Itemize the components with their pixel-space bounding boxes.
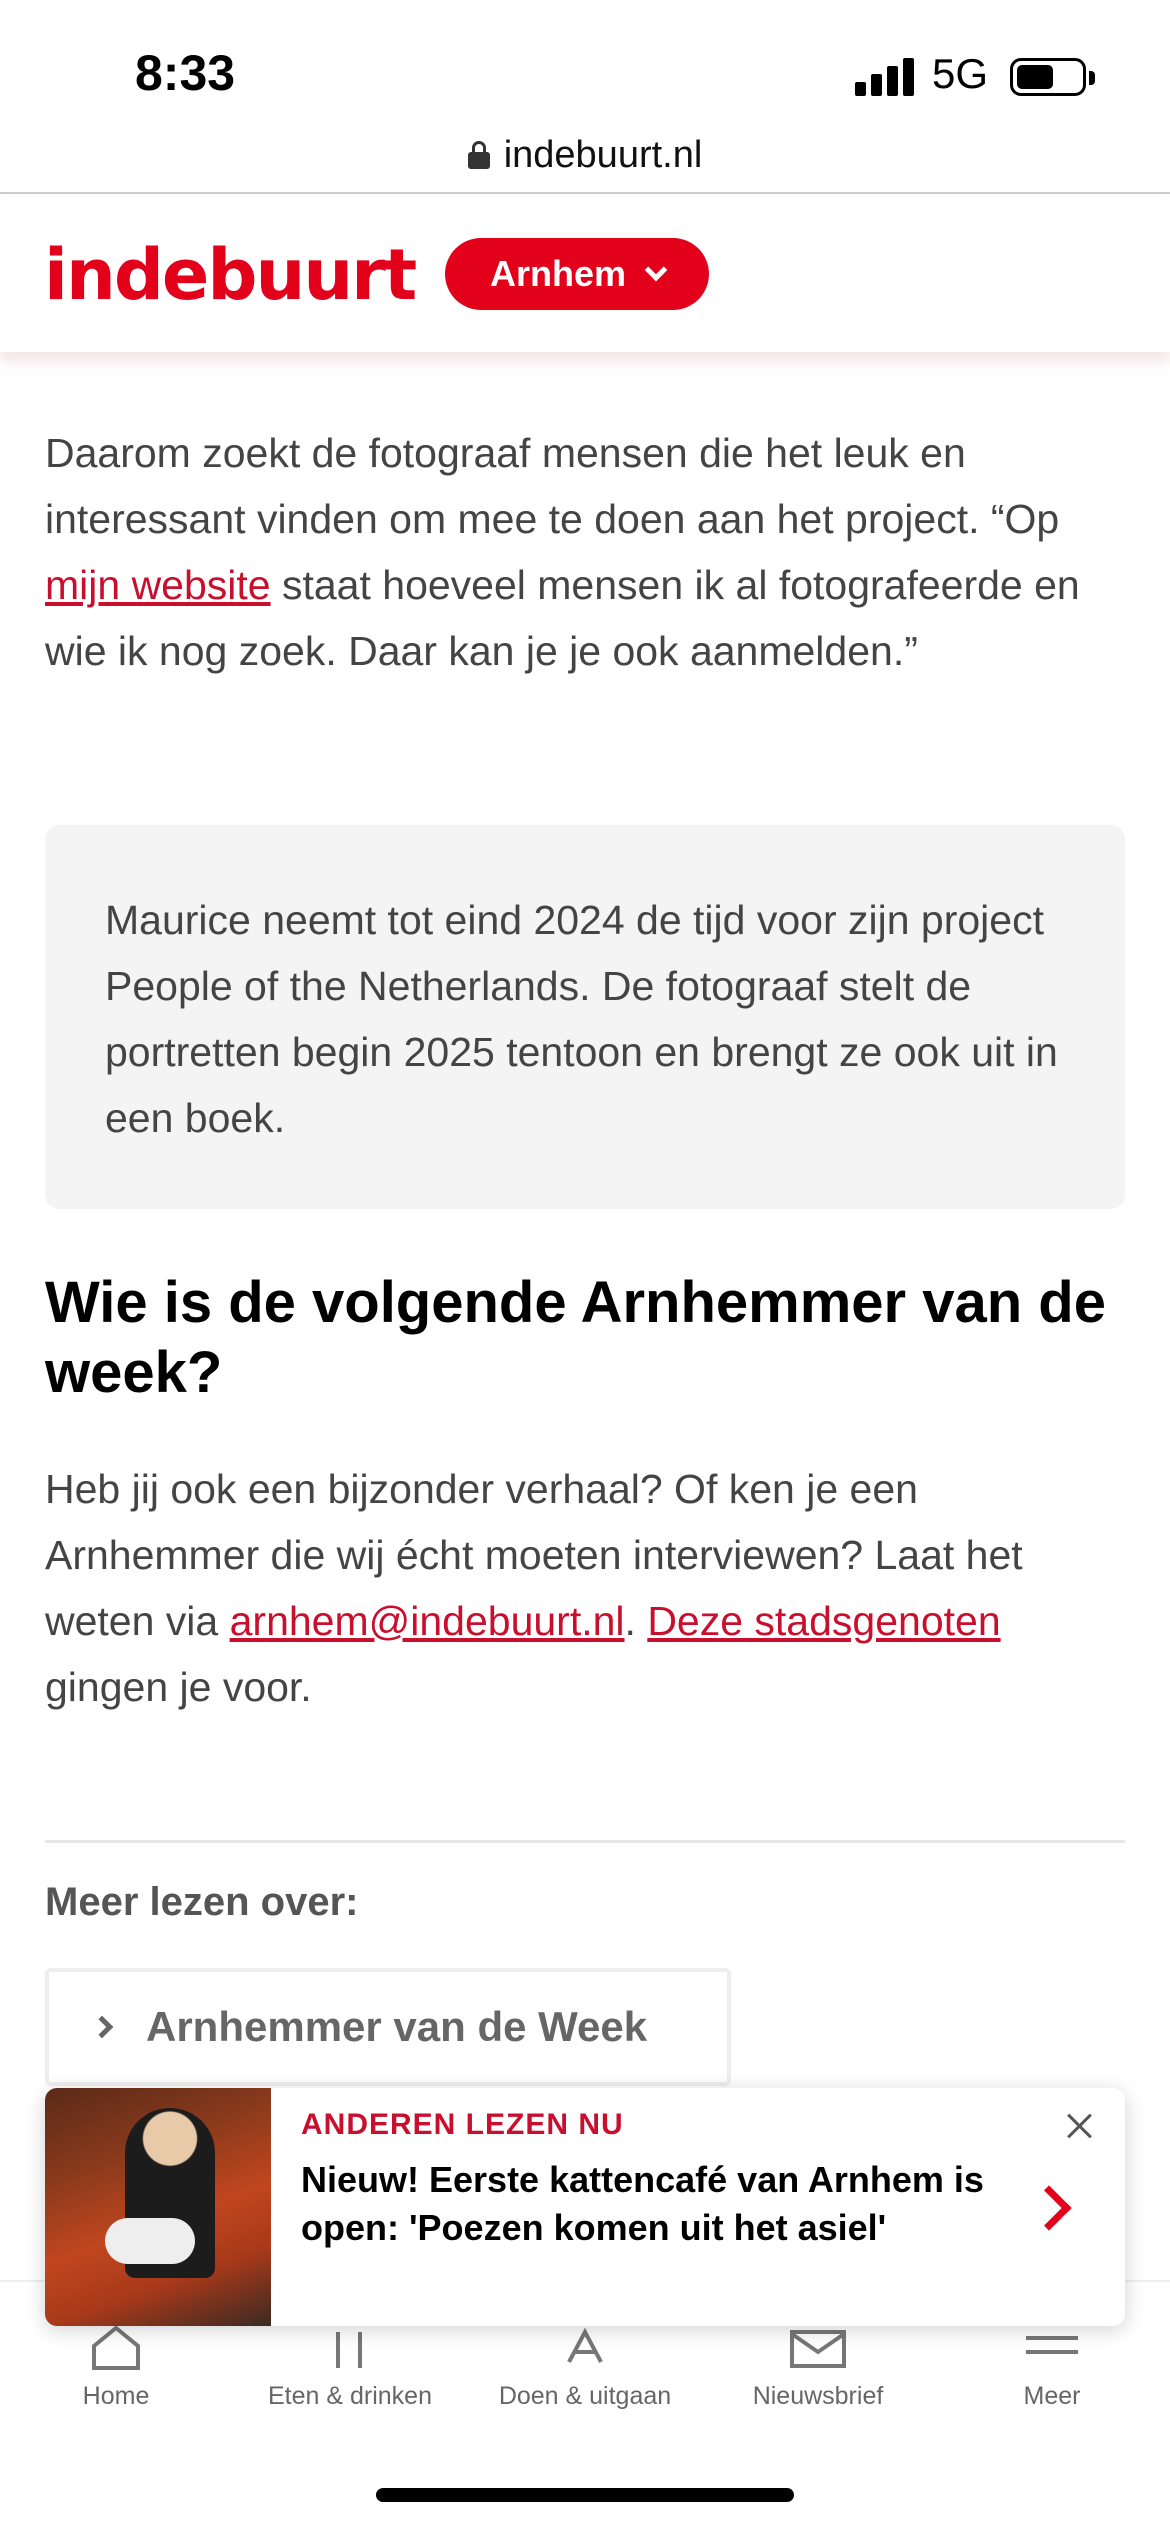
cutlery-icon: [260, 2322, 440, 2372]
nav-label: Home: [82, 2382, 150, 2410]
signal-icon: [855, 58, 915, 96]
article-paragraph: [45, 1456, 1125, 1720]
site-logo[interactable]: indebuurt: [44, 234, 416, 316]
article-paragraph: [45, 420, 1125, 684]
email-link[interactable]: arnhem@indebuurt.nl: [229, 1598, 625, 1644]
info-box: [45, 825, 1125, 1209]
popup-title[interactable]: Nieuw! Eerste kattencafé van Arnhem is open: 'Poezen komen uit het asiel': [301, 2159, 984, 2248]
chevron-right-icon: [91, 2016, 114, 2039]
menu-icon: [962, 2322, 1142, 2372]
nav-label: Eten & drinken: [268, 2382, 432, 2410]
battery-icon: [1010, 58, 1086, 96]
url-bar[interactable]: [0, 118, 1170, 194]
website-link[interactable]: mijn website: [45, 562, 271, 608]
more-reading-label: Meer lezen over:: [45, 1880, 359, 1924]
nav-item-meer[interactable]: [962, 2322, 1142, 2410]
tag-label: Arnhemmer van de Week: [146, 2003, 648, 2050]
chevron-down-icon: [645, 259, 668, 282]
lock-icon: [468, 141, 490, 169]
recommendation-popup[interactable]: [45, 2088, 1125, 2326]
article-thumbnail: [45, 2088, 271, 2326]
paragraph-text: Heb jij ook een bijzonder verhaal? Of ken je een Arnhemmer die wij écht moeten interviewen? Laat het weten via: [45, 1466, 1023, 1644]
paragraph-text: gingen je voor.: [45, 1664, 312, 1710]
home-icon: [26, 2322, 206, 2372]
popup-kicker: ANDEREN LEZEN NU: [301, 2108, 624, 2141]
nav-label: Meer: [1023, 2382, 1081, 2410]
city-selector-button[interactable]: [445, 238, 709, 310]
nav-item-doen-uitgaan[interactable]: [495, 2322, 675, 2410]
paragraph-text: staat hoeveel mensen ik al fotografeerde en wie ik nog zoek. Daar kan je je ook aanmelden.”: [45, 562, 1080, 674]
divider: [45, 1840, 1125, 1843]
stadsgenoten-link[interactable]: Deze stadsgenoten: [647, 1598, 1001, 1644]
status-bar: [0, 0, 1170, 130]
site-header: [0, 196, 1170, 352]
city-label: Arnhem: [489, 253, 627, 294]
network-label: 5G: [932, 50, 989, 97]
article-body: [45, 420, 1125, 684]
close-icon[interactable]: [1063, 2110, 1095, 2142]
nav-label: Doen & uitgaan: [498, 2382, 672, 2410]
nav-label: Nieuwsbrief: [752, 2382, 884, 2410]
nav-item-home[interactable]: [26, 2322, 206, 2410]
section-heading: Wie is de volgende Arnhemmer van de week?: [45, 1270, 1106, 1405]
info-box-text: Maurice neemt tot eind 2024 de tijd voor zijn project People of the Netherlands. De fotograaf stelt de portretten begin 2025 tentoon en brengt ze ook uit in een boek.: [105, 897, 1058, 1141]
nav-item-eten-drinken[interactable]: [260, 2322, 440, 2410]
url-text: indebuurt.nl: [503, 133, 703, 176]
home-indicator[interactable]: [376, 2488, 794, 2502]
status-time: 8:33: [135, 45, 236, 101]
mail-icon: [728, 2322, 908, 2372]
tag-button[interactable]: [45, 1968, 731, 2086]
paragraph-text: Daarom zoekt de fotograaf mensen die het leuk en interessant vinden om mee te doen aan het project. “Op: [45, 430, 1060, 542]
paragraph-text: .: [624, 1598, 648, 1644]
chevron-right-icon[interactable]: [1026, 2185, 1071, 2230]
activity-icon: [495, 2322, 675, 2372]
article-paragraph-2: [45, 1456, 1125, 1720]
nav-item-nieuwsbrief[interactable]: [728, 2322, 908, 2410]
